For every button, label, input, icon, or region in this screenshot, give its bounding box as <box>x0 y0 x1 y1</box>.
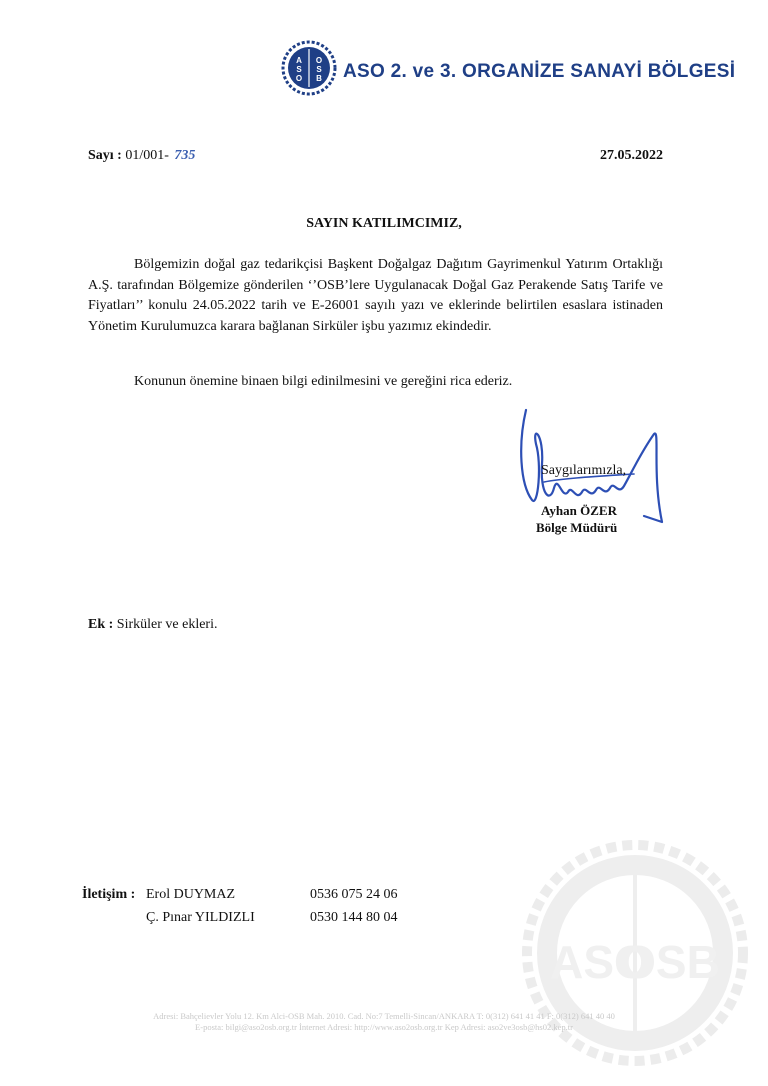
logo-letter: A <box>296 56 302 65</box>
signer-name: Ayhan ÖZER <box>541 503 617 518</box>
salutation: SAYIN KATILIMCIMIZ, <box>306 216 462 231</box>
signer-title: Bölge Müdürü <box>536 520 618 535</box>
closing-paragraph: Konunun önemine binaen bilgi edinilmesini ve gereğini rica ederiz. <box>134 374 513 389</box>
enclosure-text: Sirküler ve ekleri. <box>116 617 218 632</box>
reference-prefix: 01/001- <box>125 148 169 163</box>
enclosure-label: Ek : <box>88 617 114 632</box>
contact-phone: 0530 144 80 04 <box>310 910 398 925</box>
organization-name: ASO 2. ve 3. ORGANİZE SANAYİ BÖLGESİ <box>343 61 736 82</box>
handwritten-reference-number: 735 <box>174 148 196 163</box>
contact-person-name: Erol DUYMAZ <box>146 887 236 902</box>
document-date: 27.05.2022 <box>600 148 663 163</box>
logo-letter: S <box>296 65 302 74</box>
logo-letter: O <box>315 56 323 65</box>
reference-number <box>88 148 195 164</box>
contact-person-name: Ç. Pınar YILDIZLI <box>146 910 255 925</box>
footer-contact: E-posta: bilgi@aso2osb.org.tr İnternet Adresi: http://www.aso2osb.org.tr Kep Adresi: aso2ve3osb@hs02.kep.tr <box>195 1022 573 1032</box>
contact-phone: 0536 075 24 06 <box>310 887 398 902</box>
logo-letter: O <box>295 74 303 83</box>
regards: Saygılarımızla, <box>541 463 627 478</box>
footer-address: Adresi: Bahçelievler Yolu 12. Km Alci-OSB Mah. 2010. Cad. No:7 Temelli-Sincan/ANKARA T: 0(312) 641 41 41 F: 0(312) 641 40 40 <box>153 1011 615 1021</box>
body-paragraph: Bölgemizin doğal gaz tedarikçisi Başkent Doğalgaz Dağıtım Gayrimenkul Yatırım Ortaklığı A.Ş. tarafından Bölgemize gönderilen ‘’OSB’lere Uygulanacak Doğal Gaz Perakende Satış Tarife ve Fiyatları’’ konulu 24.05.2022 tarih ve E-26001 sayılı yazı ve eklerinde belirtilen esaslara istinaden Yönetim Kurulumuzca karara bağlanan Sirküler işbu yazımız ekindedir. <box>88 257 663 334</box>
logo-letter: S <box>316 65 322 74</box>
enclosure <box>88 617 217 633</box>
svg-text:OSB: OSB <box>620 936 720 988</box>
contact-label: İletişim : <box>82 887 136 902</box>
svg-text:ASO: ASO <box>550 936 650 988</box>
reference-label: Sayı : <box>88 148 122 163</box>
logo-letter: B <box>316 74 322 83</box>
aso-osb-logo <box>281 40 337 96</box>
watermark-logo <box>520 838 750 1068</box>
